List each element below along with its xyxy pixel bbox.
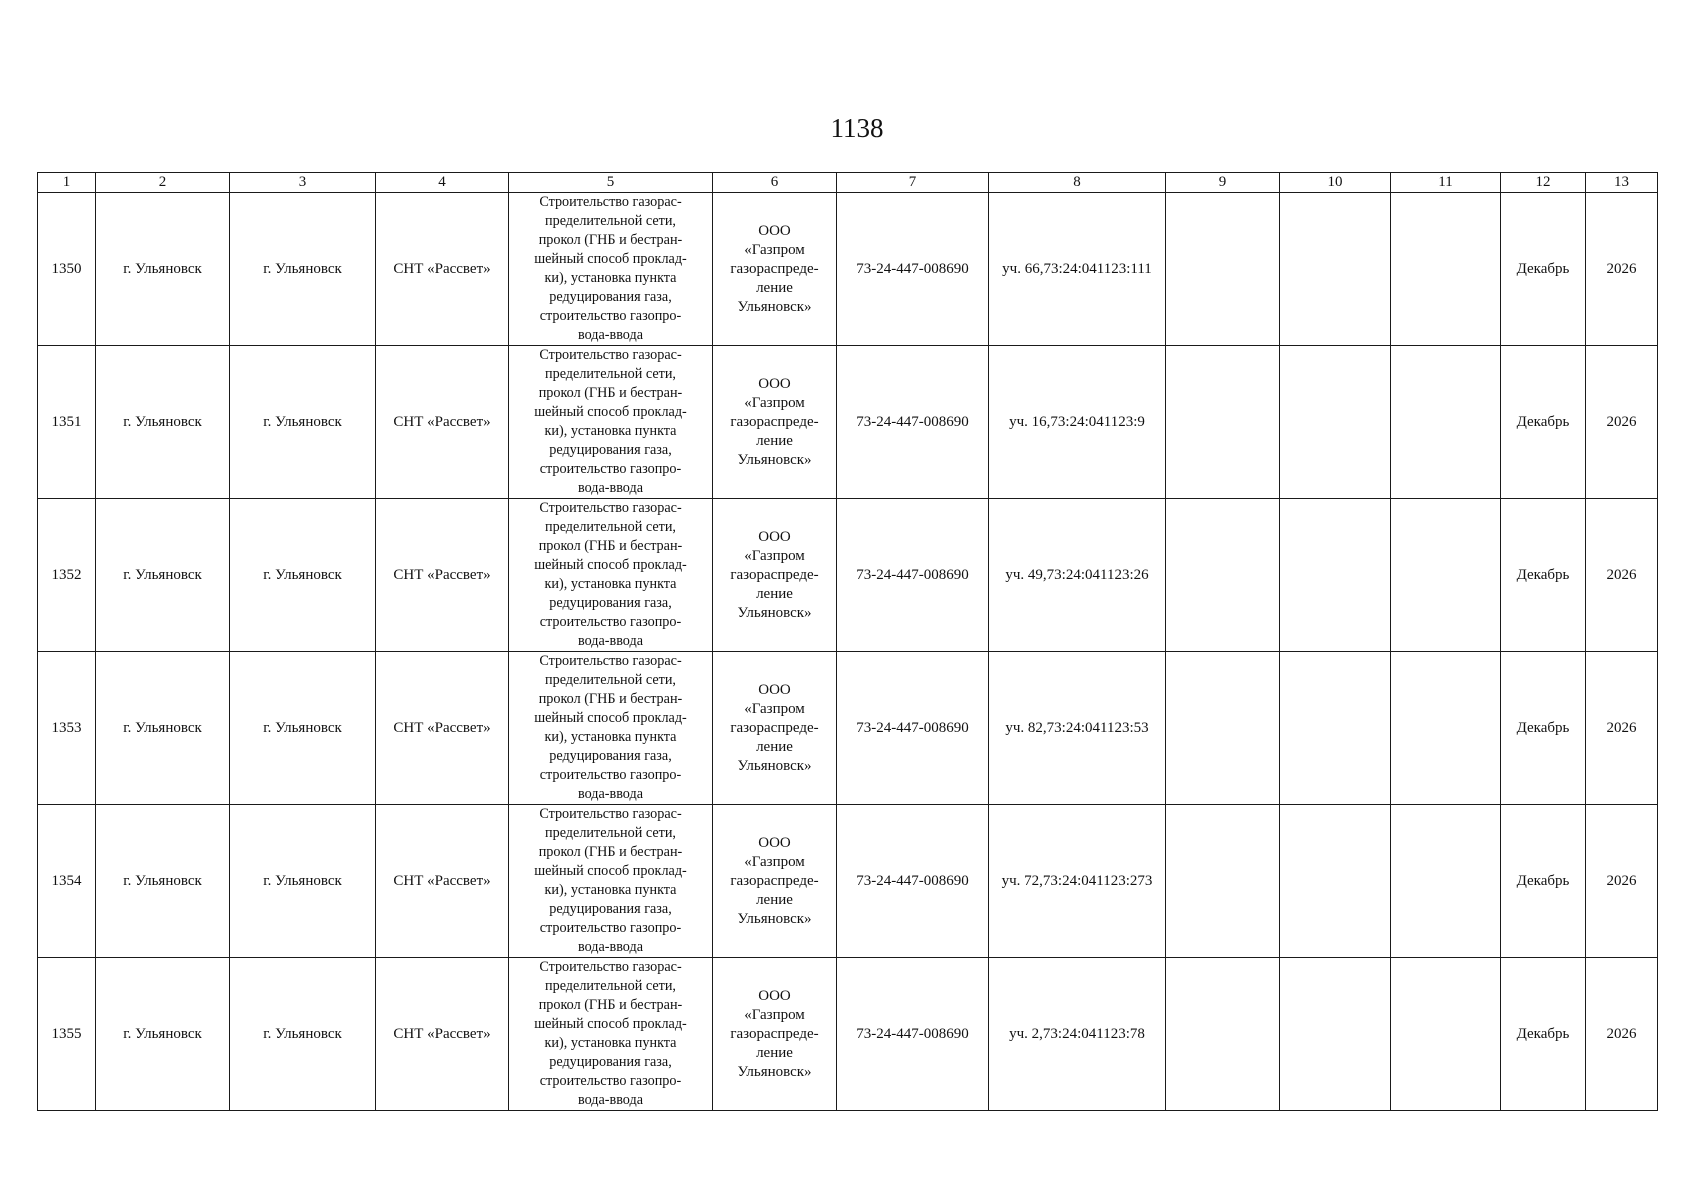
work-description-line: ки), установка пункта [544,270,677,286]
organization-line: Ульяновск» [737,1063,812,1080]
work-description-line: пределительной сети, [545,978,676,994]
work-description-line: ки), установка пункта [544,576,677,592]
work-description-line: вода-ввода [577,327,644,343]
work-description-cell [509,193,713,346]
work-description-line: шейный способ проклад- [534,710,687,726]
plot-line: уч. 16, [1009,413,1051,430]
work-description-line: ки), установка пункта [544,1035,677,1051]
plot-cell [989,346,1166,499]
district-cell: г. Ульяновск [96,346,230,499]
column-10-cell [1280,652,1391,805]
plot-line: 73:24:041123:26 [1046,566,1149,583]
organization-cell [713,346,837,499]
organization-line: ООО [758,375,791,392]
column-header: 6 [713,173,837,193]
work-description-line: редуцирования газа, [549,442,672,458]
district-cell: г. Ульяновск [96,652,230,805]
organization-line: «Газпром [744,1006,805,1023]
district-cell: г. Ульяновск [96,193,230,346]
work-description-line: пределительной сети, [545,366,676,382]
column-11-cell [1391,958,1501,1111]
organization-line: ление [756,738,793,755]
year-cell: 2026 [1586,499,1658,652]
organization-line: «Газпром [744,853,805,870]
work-description-line: вода-ввода [577,480,644,496]
row-number-cell: 1350 [38,193,96,346]
year-cell: 2026 [1586,193,1658,346]
column-11-cell [1391,805,1501,958]
settlement-cell: г. Ульяновск [230,958,376,1111]
plot-line: 73:24:041123:78 [1042,1025,1145,1042]
settlement-cell: г. Ульяновск [230,652,376,805]
work-description-line: ки), установка пункта [544,423,677,439]
year-cell: 2026 [1586,805,1658,958]
column-11-cell [1391,652,1501,805]
address-cell: СНТ «Рассвет» [376,652,509,805]
plot-line: 73:24:041123:273 [1042,872,1153,889]
organization-line: газораспреде- [730,566,819,583]
month-cell: Декабрь [1501,499,1586,652]
work-description-line: прокол (ГНБ и бестран- [538,232,683,248]
column-9-cell [1166,958,1280,1111]
organization-line: газораспреде- [730,1025,819,1042]
work-description-line: ки), установка пункта [544,882,677,898]
organization-line: газораспреде- [730,260,819,277]
column-11-cell [1391,193,1501,346]
table-row [38,652,1658,805]
column-9-cell [1166,193,1280,346]
organization-line: ление [756,585,793,602]
year-cell: 2026 [1586,346,1658,499]
organization-line: Ульяновск» [737,757,812,774]
registration-number-cell: 73-24-447-008690 [837,346,989,499]
table-row [38,346,1658,499]
year-cell: 2026 [1586,958,1658,1111]
column-10-cell [1280,805,1391,958]
work-description-cell [509,346,713,499]
organization-line: Ульяновск» [737,910,812,927]
settlement-cell: г. Ульяновск [230,805,376,958]
plot-cell [989,652,1166,805]
column-header: 2 [96,173,230,193]
column-header: 12 [1501,173,1586,193]
column-header: 3 [230,173,376,193]
page-number: 1138 [830,113,884,143]
work-description-line: ки), установка пункта [544,729,677,745]
plot-line: уч. 72, [1001,872,1043,889]
organization-line: ООО [758,834,791,851]
plot-cell [989,193,1166,346]
district-cell: г. Ульяновск [96,499,230,652]
register-table [37,172,1658,1111]
month-cell: Декабрь [1501,193,1586,346]
work-description-cell [509,958,713,1111]
plot-line: уч. 66, [1002,260,1044,277]
work-description-line: Строительство газорас- [539,347,682,363]
work-description-line: строительство газопро- [539,1073,682,1089]
row-number-cell: 1354 [38,805,96,958]
plot-cell [989,805,1166,958]
work-description-line: строительство газопро- [539,614,682,630]
work-description-line: строительство газопро- [539,308,682,324]
plot-line: уч. 2, [1009,1025,1043,1042]
address-cell: СНТ «Рассвет» [376,805,509,958]
work-description-line: пределительной сети, [545,213,676,229]
work-description-line: пределительной сети, [545,519,676,535]
month-cell: Декабрь [1501,346,1586,499]
column-9-cell [1166,346,1280,499]
row-number-cell: 1351 [38,346,96,499]
work-description-line: строительство газопро- [539,461,682,477]
plot-line: уч. 49, [1005,566,1047,583]
work-description-cell [509,499,713,652]
work-description-cell [509,652,713,805]
row-number-cell: 1355 [38,958,96,1111]
organization-cell [713,652,837,805]
work-description-line: Строительство газорас- [539,194,682,210]
registration-number-cell: 73-24-447-008690 [837,499,989,652]
column-9-cell [1166,805,1280,958]
district-cell: г. Ульяновск [96,958,230,1111]
row-number-cell: 1353 [38,652,96,805]
work-description-line: Строительство газорас- [539,653,682,669]
table-row [38,805,1658,958]
work-description-line: прокол (ГНБ и бестран- [538,691,683,707]
plot-line: 73:24:041123:53 [1046,719,1149,736]
column-header: 5 [509,173,713,193]
registration-number-cell: 73-24-447-008690 [837,805,989,958]
work-description-cell [509,805,713,958]
organization-line: газораспреде- [730,872,819,889]
work-description-line: прокол (ГНБ и бестран- [538,385,683,401]
work-description-line: вода-ввода [577,1092,644,1108]
settlement-cell: г. Ульяновск [230,193,376,346]
work-description-line: шейный способ проклад- [534,1016,687,1032]
column-number-row [38,173,1658,193]
column-10-cell [1280,346,1391,499]
work-description-line: шейный способ проклад- [534,863,687,879]
settlement-cell: г. Ульяновск [230,499,376,652]
organization-line: ление [756,432,793,449]
column-11-cell [1391,346,1501,499]
organization-line: ООО [758,681,791,698]
plot-cell [989,499,1166,652]
address-cell: СНТ «Рассвет» [376,499,509,652]
work-description-line: Строительство газорас- [539,806,682,822]
work-description-line: редуцирования газа, [549,748,672,764]
organization-line: Ульяновск» [737,451,812,468]
work-description-line: вода-ввода [577,939,644,955]
work-description-line: прокол (ГНБ и бестран- [538,538,683,554]
organization-cell [713,958,837,1111]
work-description-line: вода-ввода [577,786,644,802]
month-cell: Декабрь [1501,958,1586,1111]
work-description-line: шейный способ проклад- [534,557,687,573]
organization-line: газораспреде- [730,413,819,430]
work-description-line: вода-ввода [577,633,644,649]
organization-line: ление [756,279,793,296]
table-row [38,193,1658,346]
work-description-line: редуцирования газа, [549,595,672,611]
work-description-line: шейный способ проклад- [534,404,687,420]
work-description-line: строительство газопро- [539,767,682,783]
work-description-line: пределительной сети, [545,672,676,688]
plot-line: 73:24:041123:111 [1043,260,1152,277]
organization-line: «Газпром [744,700,805,717]
year-cell: 2026 [1586,652,1658,805]
district-cell: г. Ульяновск [96,805,230,958]
column-header: 11 [1391,173,1501,193]
organization-line: Ульяновск» [737,298,812,315]
settlement-cell: г. Ульяновск [230,346,376,499]
plot-line: 73:24:041123:9 [1050,413,1145,430]
work-description-line: редуцирования газа, [549,901,672,917]
registration-number-cell: 73-24-447-008690 [837,193,989,346]
work-description-line: редуцирования газа, [549,289,672,305]
organization-line: Ульяновск» [737,604,812,621]
registration-number-cell: 73-24-447-008690 [837,652,989,805]
organization-cell [713,193,837,346]
column-header: 8 [989,173,1166,193]
address-cell: СНТ «Рассвет» [376,346,509,499]
organization-line: «Газпром [744,241,805,258]
organization-cell [713,805,837,958]
column-11-cell [1391,499,1501,652]
organization-line: ООО [758,987,791,1004]
organization-line: ление [756,891,793,908]
column-9-cell [1166,499,1280,652]
work-description-line: пределительной сети, [545,825,676,841]
month-cell: Декабрь [1501,805,1586,958]
work-description-line: Строительство газорас- [539,959,682,975]
month-cell: Декабрь [1501,652,1586,805]
plot-cell [989,958,1166,1111]
address-cell: СНТ «Рассвет» [376,193,509,346]
organization-line: «Газпром [744,547,805,564]
table-row [38,958,1658,1111]
column-header: 9 [1166,173,1280,193]
column-header: 13 [1586,173,1658,193]
column-header: 4 [376,173,509,193]
table-row [38,499,1658,652]
organization-line: газораспреде- [730,719,819,736]
column-header: 7 [837,173,989,193]
organization-line: ООО [758,222,791,239]
register-body [38,193,1658,1111]
organization-cell [713,499,837,652]
column-9-cell [1166,652,1280,805]
work-description-line: шейный способ проклад- [534,251,687,267]
column-10-cell [1280,958,1391,1111]
registration-number-cell: 73-24-447-008690 [837,958,989,1111]
plot-line: уч. 82, [1005,719,1047,736]
work-description-line: строительство газопро- [539,920,682,936]
work-description-line: прокол (ГНБ и бестран- [538,997,683,1013]
work-description-line: Строительство газорас- [539,500,682,516]
column-10-cell [1280,499,1391,652]
column-header: 1 [38,173,96,193]
address-cell: СНТ «Рассвет» [376,958,509,1111]
column-10-cell [1280,193,1391,346]
organization-line: «Газпром [744,394,805,411]
organization-line: ление [756,1044,793,1061]
column-header: 10 [1280,173,1391,193]
work-description-line: прокол (ГНБ и бестран- [538,844,683,860]
organization-line: ООО [758,528,791,545]
row-number-cell: 1352 [38,499,96,652]
work-description-line: редуцирования газа, [549,1054,672,1070]
